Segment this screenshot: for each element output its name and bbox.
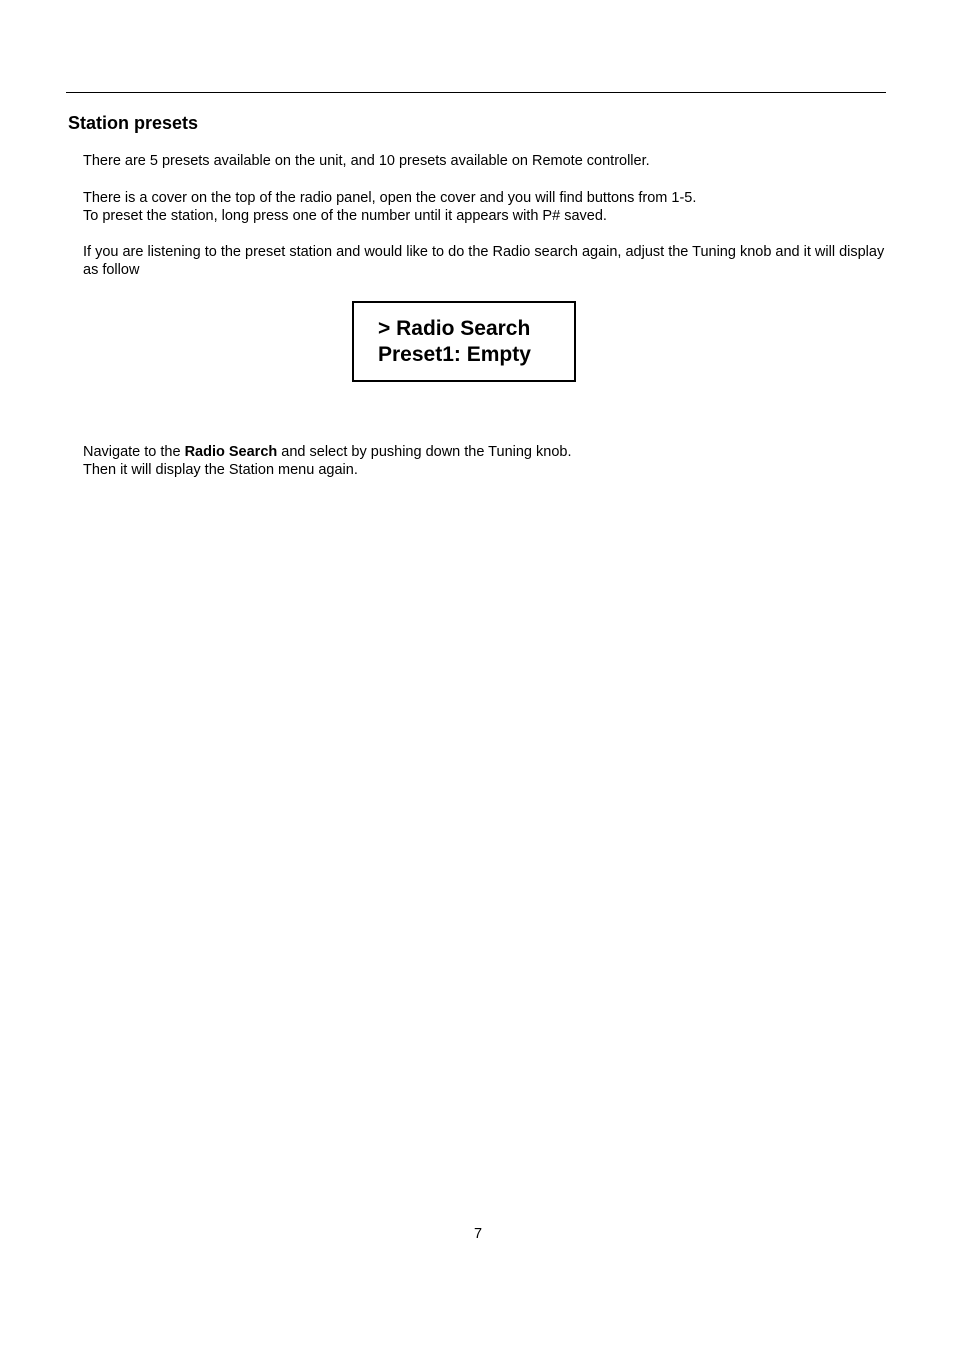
lcd-line-preset1: Preset1: Empty — [378, 343, 531, 366]
paragraph-preset-buttons — [83, 189, 895, 225]
section-title: Station presets — [68, 113, 199, 133]
text-segment: Navigate to the — [83, 444, 185, 460]
paragraph-presets-count: There are 5 presets available on the unit, and 10 presets available on Remote controller. — [83, 153, 650, 169]
paragraph-line: There is a cover on the top of the radio panel, open the cover and you will find buttons from 1-5. — [83, 190, 697, 206]
lcd-line-radio-search: > Radio Search — [378, 317, 531, 340]
paragraph-line — [83, 443, 895, 461]
bold-term-radio-search: Radio Search — [184, 444, 278, 460]
header-rule — [66, 92, 886, 93]
page-number: 7 — [473, 1226, 483, 1242]
text-segment: and select by pushing down the Tuning knob. — [277, 444, 572, 460]
paragraph-radio-search-again: If you are listening to the preset station and would like to do the Radio search again, adjust the Tuning knob and it will display as follow — [83, 244, 885, 278]
paragraph-navigate — [83, 443, 895, 479]
paragraph-line: To preset the station, long press one of the number until it appears with P# saved. — [83, 208, 607, 224]
paragraph-line: Then it will display the Station menu again. — [83, 462, 358, 478]
lcd-display-illustration — [352, 301, 576, 382]
